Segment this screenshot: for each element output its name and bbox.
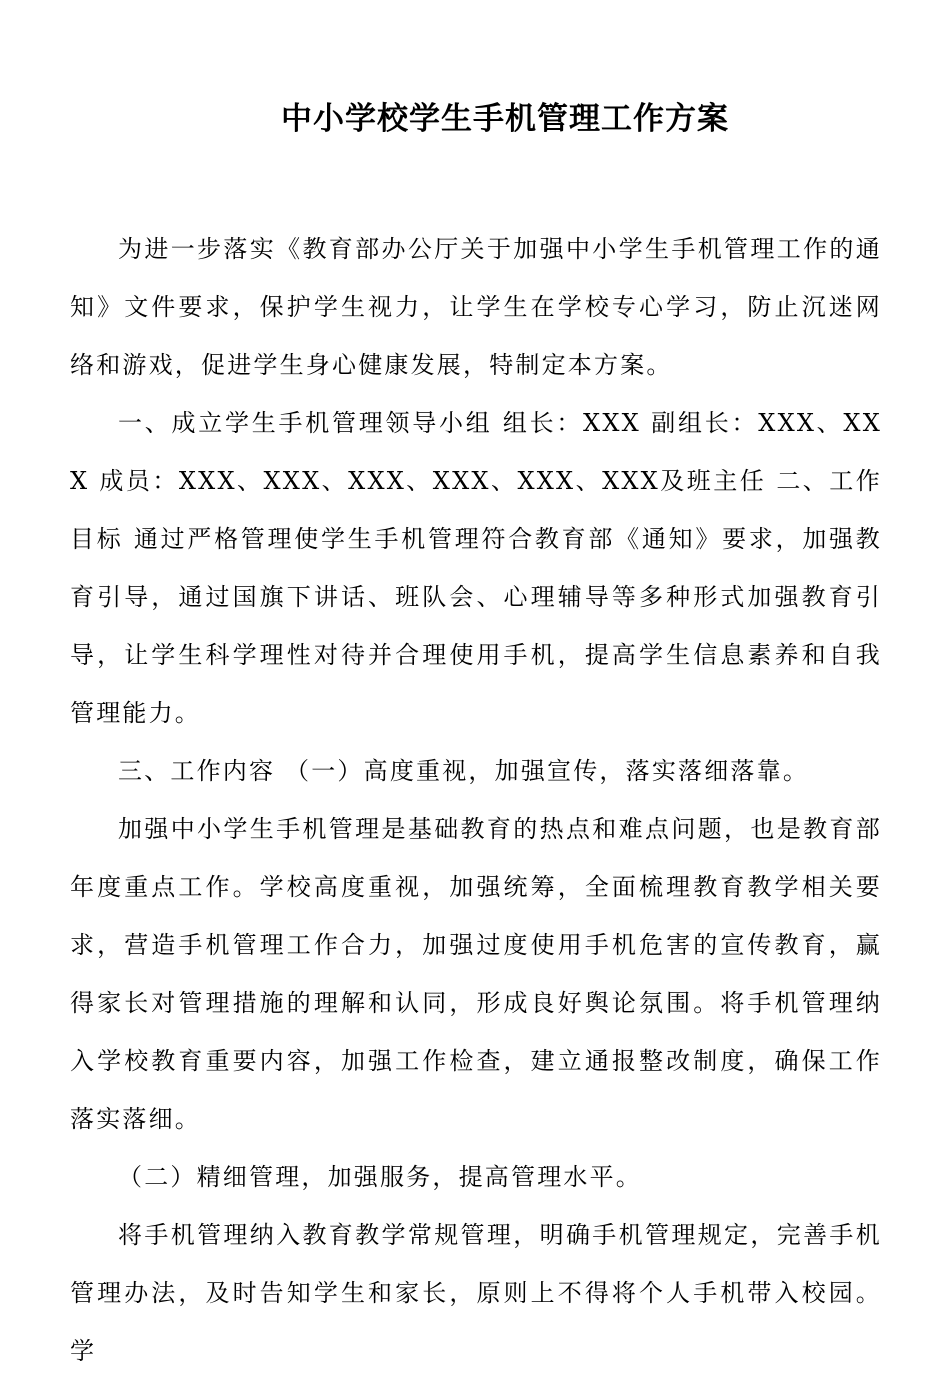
paragraph-emphasis-publicity: 加强中小学生手机管理是基础教育的热点和难点问题，也是教育部年度重点工作。学校高度重视，加强统筹，全面梳理教育教学相关要求，营造手机管理工作合力，加强过度使用手机危害的宣传教育，赢得家长对管理措施的理解和认同，形成良好舆论氛围。将手机管理纳入学校教育重要内容，加强工作检查，建立通报整改制度，确保工作落实落细。 [70, 815, 882, 1133]
paragraph-section-leadership-goals: 一、成立学生手机管理领导小组 组长：XXX 副组长：XXX、XXX 成员：XXX、XXX、XXX、XXX、XXX、XXX及班主任 二、工作目标 通过严格管理使学生手机管理符合教育部《通知》要求，加强教育引导，通过国旗下讲话、班队会、心理辅导等多种形式加强教育引导，让学生科学理性对待并合理使用手机，提高学生信息素养和自我管理能力。 [70, 409, 882, 727]
paragraph-section-work-content: 三、工作内容 （一）高度重视，加强宣传，落实落细落靠。 [118, 757, 810, 785]
paragraph-routine-management: 将手机管理纳入教育教学常规管理，明确手机管理规定，完善手机管理办法，及时告知学生和家长，原则上不得将个人手机带入校园。学 [70, 1221, 882, 1365]
paragraph-subheading-fine-management: （二）精细管理，加强服务，提高管理水平。 [118, 1163, 642, 1191]
paragraph-intro: 为进一步落实《教育部办公厅关于加强中小学生手机管理工作的通知》文件要求，保护学生视力，让学生在学校专心学习，防止沉迷网络和游戏，促进学生身心健康发展，特制定本方案。 [70, 235, 882, 379]
document-body [70, 220, 882, 1380]
document-title: 中小学校学生手机管理工作方案 [281, 101, 729, 137]
